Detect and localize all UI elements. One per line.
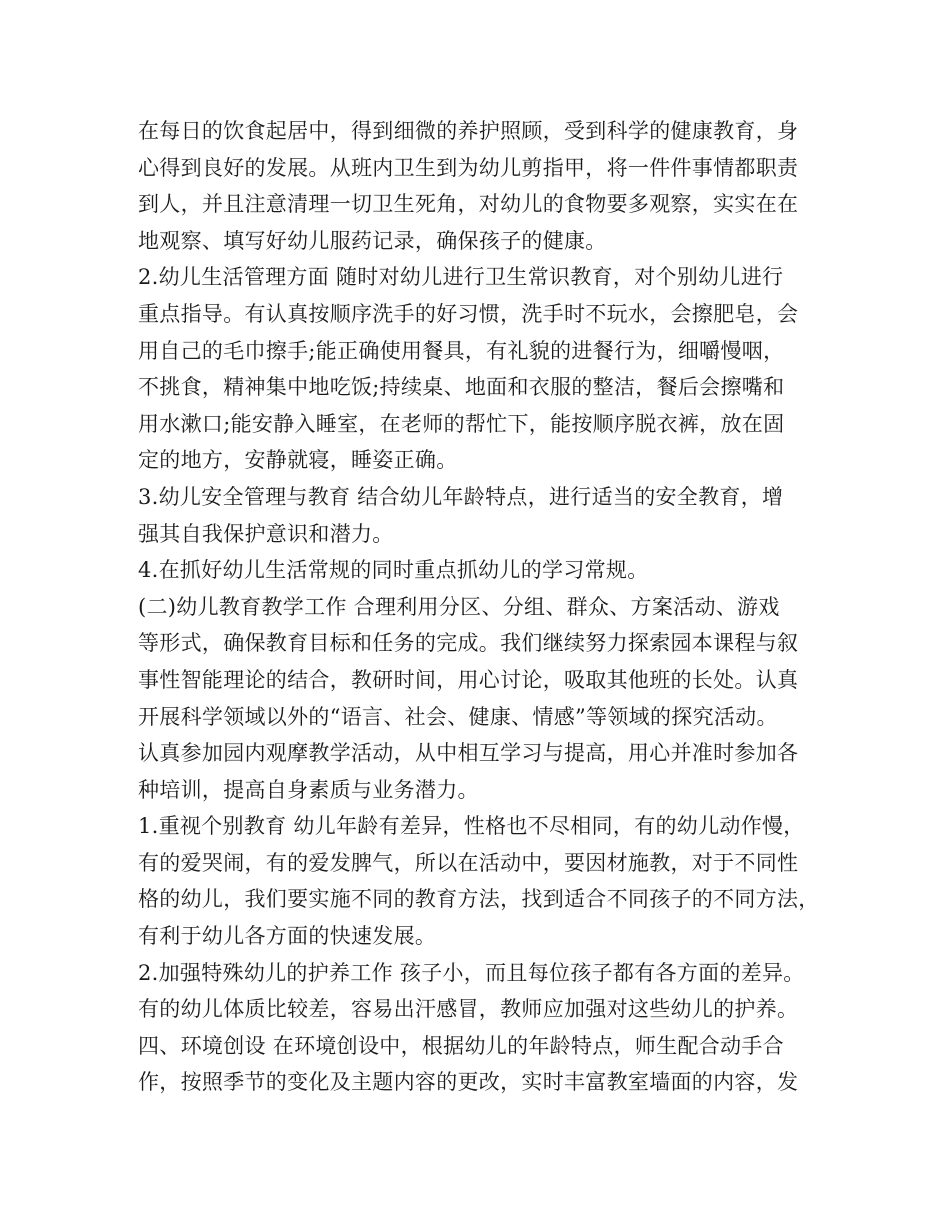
text-line: 四、环境创设 在环境创设中，根据幼儿的年龄特点，师生配合动手合 (138, 1033, 784, 1058)
text-line: 强其自我保护意识和潜力。 (138, 521, 394, 546)
text-line: 开展科学领域以外的“语言、社会、健康、情感”等领域的探究活动。 (138, 704, 778, 729)
text-line: 认真参加园内观摩教学活动，从中相互学习与提高，用心并准时参加各 (138, 741, 799, 766)
text-line: 有利于幼儿各方面的快速发展。 (138, 924, 437, 949)
text-line: 用自己的毛巾擦手;能正确使用餐具，有礼貌的进餐行为，细嚼慢咽， (138, 338, 785, 363)
text-line: (二)幼儿教育教学工作 合理利用分区、分组、群众、方案活动、游戏 (138, 594, 780, 619)
text-line: 到人，并且注意清理一切卫生死角，对幼儿的食物要多观察，实实在在 (138, 192, 799, 217)
text-line: 有的幼儿体质比较差，容易出汗感冒，教师应加强对这些幼儿的护养。 (138, 997, 799, 1022)
text-line: 作，按照季节的变化及主题内容的更改，实时丰富教室墙面的内容，发 (138, 1070, 799, 1095)
text-line: 3.幼儿安全管理与教育 结合幼儿年龄特点，进行适当的安全教育，增 (138, 484, 784, 509)
text-line: 种培训，提高自身素质与业务潜力。 (138, 777, 479, 802)
text-line: 等形式，确保教育目标和任务的完成。我们继续努力探索园本课程与叙 (138, 631, 799, 656)
text-line: 2.幼儿生活管理方面 随时对幼儿进行卫生常识教育，对个别幼儿进行 (138, 265, 784, 290)
text-line: 2.加强特殊幼儿的护养工作 孩子小，而且每位孩子都有各方面的差异。 (138, 960, 805, 985)
text-line: 定的地方，安静就寝，睡姿正确。 (138, 448, 458, 473)
text-line: 在每日的饮食起居中，得到细微的养护照顾，受到科学的健康教育，身 (138, 119, 799, 143)
text-line: 1.重视个别教育 幼儿年龄有差异，性格也不尽相同，有的幼儿动作慢， (138, 814, 805, 839)
text-line: 重点指导。有认真按顺序洗手的好习惯，洗手时不玩水，会擦肥皂，会 (138, 301, 799, 326)
text-line: 有的爱哭闹，有的爱发脾气，所以在活动中，要因材施教，对于不同性 (138, 850, 799, 875)
document-body-text (138, 113, 838, 1101)
text-line: 地观察、填写好幼儿服药记录，确保孩子的健康。 (138, 228, 607, 253)
text-line: 4.在抓好幼儿生活常规的同时重点抓幼儿的学习常规。 (138, 558, 649, 583)
text-line: 不挑食，精神集中地吃饭;持续桌、地面和衣服的整洁，餐后会擦嘴和 (138, 375, 785, 400)
text-line: 格的幼儿，我们要实施不同的教育方法，找到适合不同孩子的不同方法， (138, 887, 820, 912)
text-line: 用水漱口;能安静入睡室，在老师的帮忙下，能按顺序脱衣裤，放在固 (138, 411, 785, 436)
text-line: 心得到良好的发展。从班内卫生到为幼儿剪指甲，将一件件事情都职责 (138, 155, 799, 180)
text-line: 事性智能理论的结合，教研时间，用心讨论，吸取其他班的长处。认真 (138, 667, 799, 692)
